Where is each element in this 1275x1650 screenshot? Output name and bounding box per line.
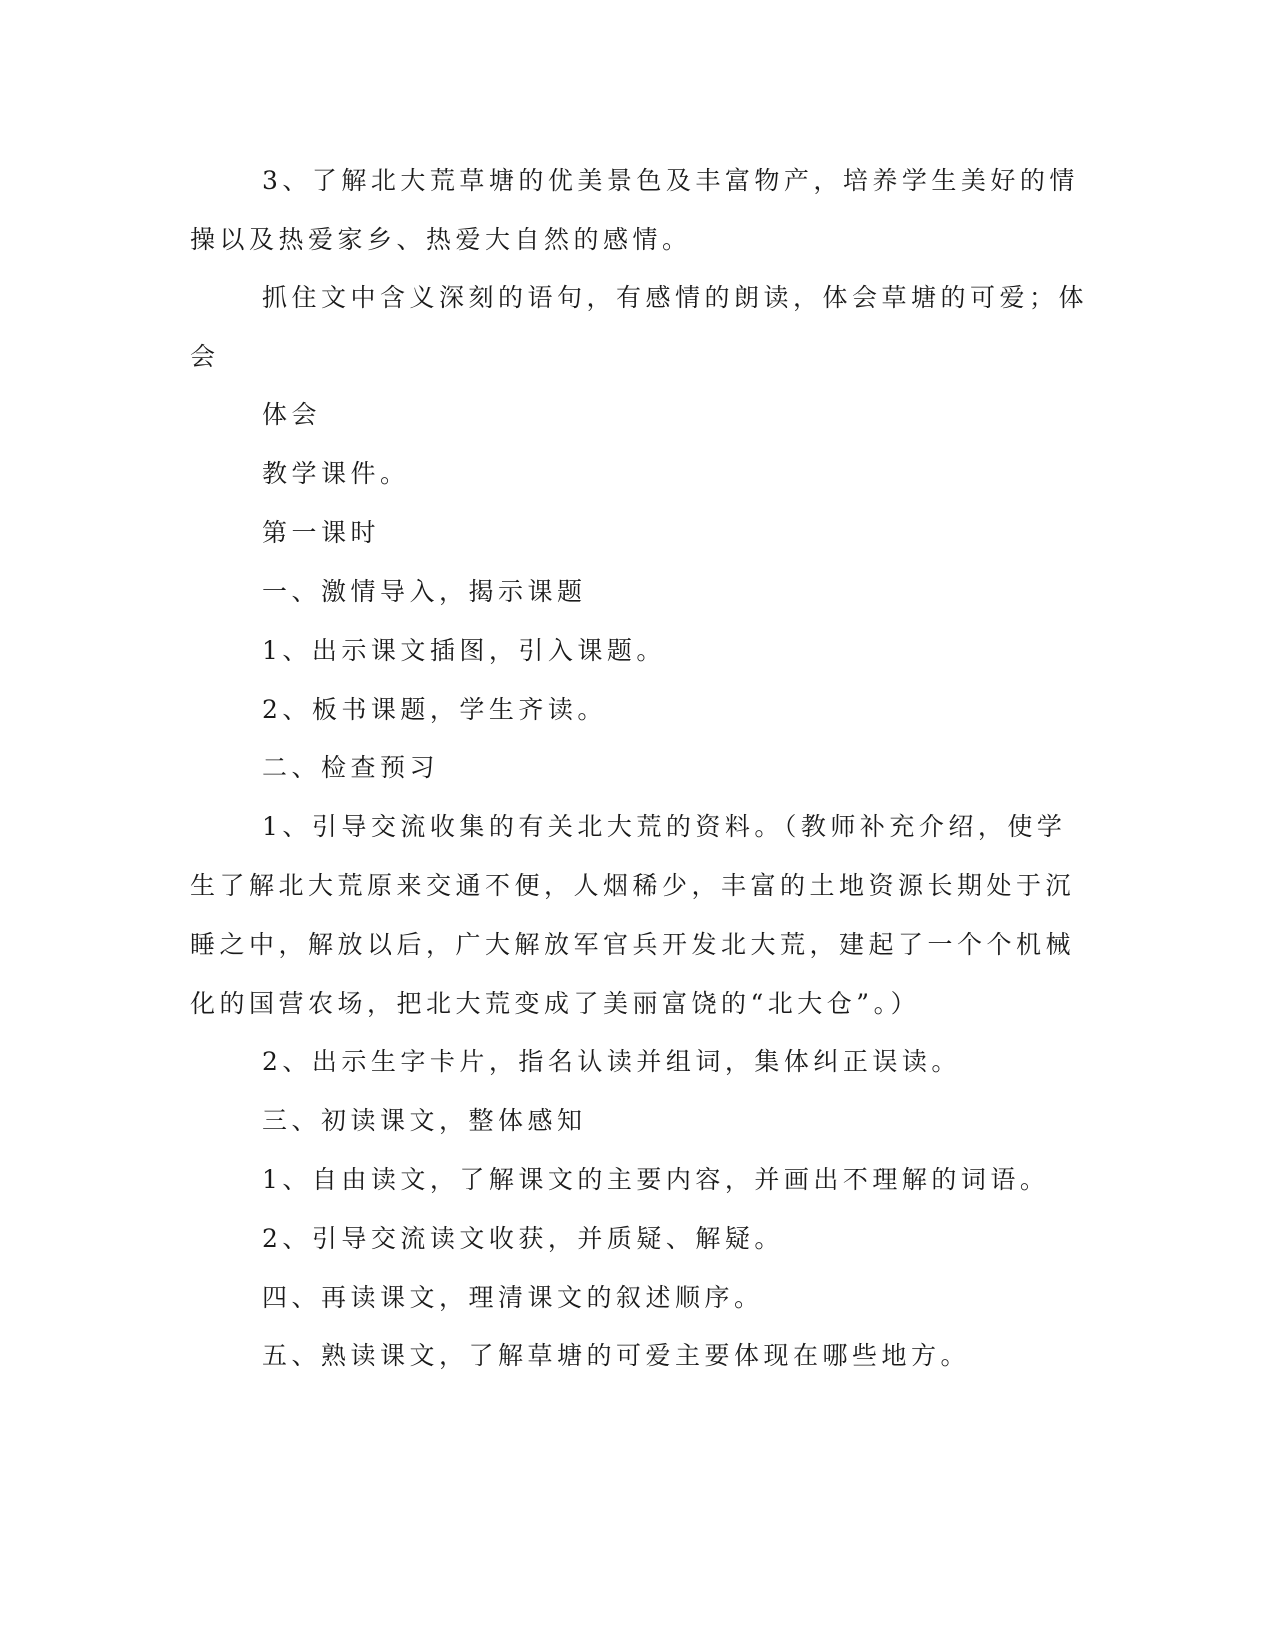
step-heading-2: 二、检查预习: [262, 753, 440, 782]
step-3-item-1: 1、自由读文，了解课文的主要内容，并画出不理解的词语。: [262, 1165, 1050, 1194]
paragraph-goal-3-line-2: 操以及热爱家乡、热爱大自然的感情。: [190, 225, 692, 254]
paragraph-key-points-line-1: 抓住文中含义深刻的语句，有感情的朗读，体会草塘的可爱；体: [262, 283, 1089, 312]
paragraph-goal-3-line-1: 3、了解北大荒草塘的优美景色及丰富物产，培养学生美好的情: [262, 166, 1079, 195]
step-2-item-1-line-4: 化的国营农场，把北大荒变成了美丽富饶的“北大仓”。）: [190, 989, 921, 1018]
paragraph-key-points-line-2: 会: [190, 342, 220, 371]
step-3-item-2: 2、引导交流读文收获，并质疑、解疑。: [262, 1224, 784, 1253]
step-heading-1: 一、激情导入，揭示课题: [262, 577, 587, 606]
step-2-item-2: 2、出示生字卡片，指名认读并组词，集体纠正误读。: [262, 1047, 961, 1076]
step-heading-4: 四、再读课文，理清课文的叙述顺序。: [262, 1283, 764, 1312]
step-heading-3: 三、初读课文，整体感知: [262, 1106, 587, 1135]
step-heading-5: 五、熟读课文，了解草塘的可爱主要体现在哪些地方。: [262, 1341, 971, 1370]
step-1-item-1: 1、出示课文插图，引入课题。: [262, 636, 666, 665]
step-2-item-1-line-3: 睡之中，解放以后，广大解放军官兵开发北大荒，建起了一个个机械: [190, 930, 1076, 959]
paragraph-materials: 教学课件。: [262, 459, 410, 488]
step-1-item-2: 2、板书课题，学生齐读。: [262, 695, 607, 724]
step-2-item-1-line-1: 1、引导交流收集的有关北大荒的资料。（教师补充介绍，使学: [262, 812, 1067, 841]
section-heading-lesson-1: 第一课时: [262, 518, 381, 547]
paragraph-difficulty: 体会: [262, 400, 322, 429]
step-2-item-1-line-2: 生了解北大荒原来交通不便，人烟稀少，丰富的土地资源长期处于沉: [190, 871, 1076, 900]
